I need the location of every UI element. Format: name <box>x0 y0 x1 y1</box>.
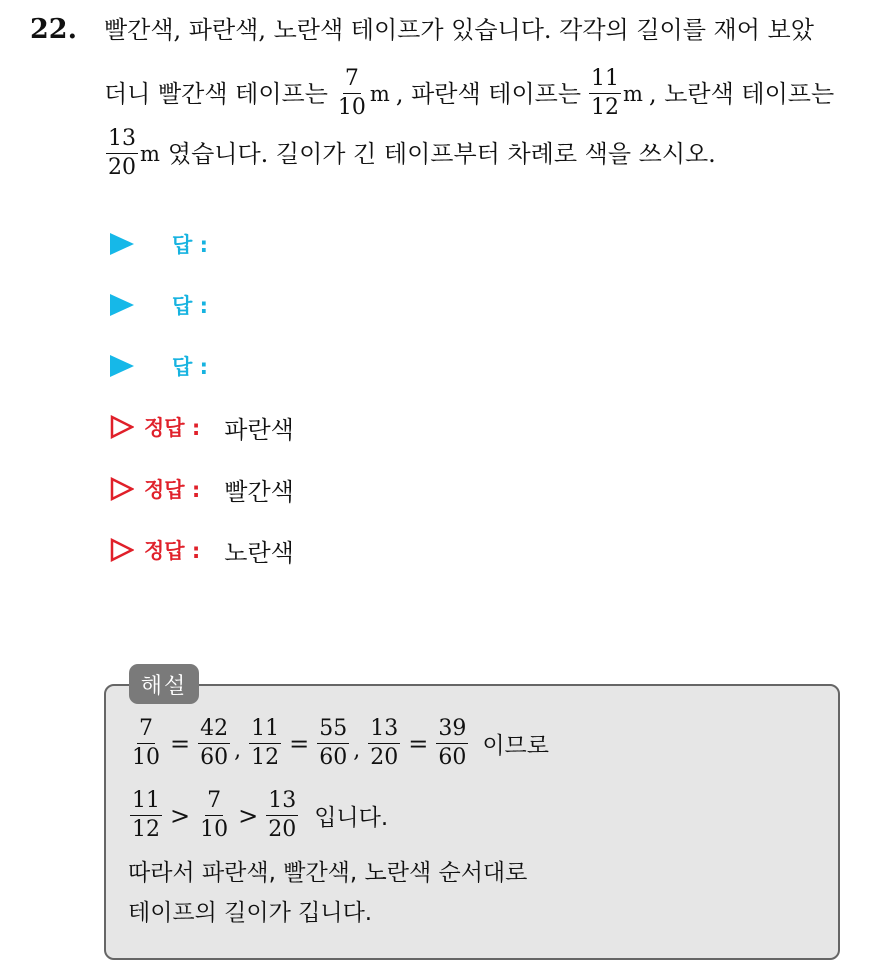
fraction-denominator: 12 <box>132 817 160 842</box>
correct-answer-row <box>110 471 294 507</box>
fraction-numerator: 13 <box>106 128 138 154</box>
unit-label: m <box>140 141 160 166</box>
correct-value: 파란색 <box>224 415 294 444</box>
fraction-numerator: 11 <box>249 718 281 744</box>
fraction <box>266 790 298 841</box>
outline-triangle-icon <box>110 477 134 501</box>
answer-row[interactable] <box>110 226 208 262</box>
correct-answer-row <box>110 532 294 568</box>
answer-label: 답 : <box>172 294 208 318</box>
fraction-numerator: 7 <box>137 718 155 744</box>
explanation-line-4: 테이프의 길이가 깁니다. <box>128 900 373 926</box>
equals-sign: = <box>289 729 310 758</box>
fraction <box>198 718 230 769</box>
answer-row[interactable] <box>110 287 208 323</box>
answer-label: 답 : <box>172 355 208 379</box>
fraction-denominator: 12 <box>591 95 620 120</box>
equals-sign: = <box>408 729 429 758</box>
fraction <box>198 790 230 841</box>
unit-label: m <box>623 81 643 106</box>
question-number: 22. <box>30 14 77 45</box>
question-text: 더니 빨간색 테이프는 <box>104 79 328 108</box>
fraction-denominator: 10 <box>132 745 160 770</box>
explanation-text: 이므로 <box>482 733 549 759</box>
play-marker-icon <box>110 355 134 377</box>
greater-than-sign: > <box>238 801 259 830</box>
outline-triangle-icon <box>110 415 134 439</box>
fraction-numerator: 7 <box>343 68 361 94</box>
correct-value: 빨간색 <box>224 477 294 506</box>
correct-label: 정답 : <box>144 416 201 440</box>
fraction-denominator: 12 <box>251 745 280 770</box>
correct-label: 정답 : <box>144 478 201 502</box>
question-text: 빨간색, 파란색, 노란색 테이프가 있습니다. 각각의 길이를 재어 보았 <box>104 16 814 44</box>
explanation-line-3: 따라서 파란색, 빨간색, 노란색 순서대로 <box>128 860 528 886</box>
question-text: 였습니다. 길이가 긴 테이프부터 차례로 색을 쓰시오. <box>167 139 716 168</box>
fraction-numerator: 13 <box>368 718 400 744</box>
fraction-denominator: 20 <box>370 745 399 770</box>
answer-label: 답 : <box>172 233 208 257</box>
fraction-red <box>336 68 368 119</box>
outline-triangle-icon <box>110 538 134 562</box>
question-line-1 <box>104 14 814 46</box>
correct-label: 정답 : <box>144 539 201 563</box>
greater-than-sign: > <box>170 801 191 830</box>
fraction-blue <box>589 68 621 119</box>
correct-answer-row <box>110 409 294 445</box>
fraction-denominator: 20 <box>268 817 297 842</box>
fraction-numerator: 39 <box>436 718 468 744</box>
fraction-numerator: 55 <box>317 718 349 744</box>
fraction-denominator: 10 <box>200 817 229 842</box>
answer-row[interactable] <box>110 348 208 384</box>
question-text: , 노란색 테이프는 <box>648 79 835 108</box>
explanation-equation-line <box>128 718 549 769</box>
fraction-numerator: 11 <box>130 790 162 816</box>
explanation-tab: 해설 <box>129 664 199 704</box>
explanation-text: 입니다. <box>314 805 389 831</box>
fraction-numerator: 11 <box>589 68 621 94</box>
equals-sign: = <box>170 729 191 758</box>
fraction <box>130 790 162 841</box>
explanation-compare-line <box>128 790 388 841</box>
question-line-3 <box>104 128 716 179</box>
question-text: , 파란색 테이프는 <box>395 79 582 108</box>
fraction-denominator: 10 <box>337 95 366 120</box>
fraction-denominator: 60 <box>438 745 467 770</box>
fraction-yellow <box>106 128 138 179</box>
fraction-numerator: 7 <box>205 790 223 816</box>
fraction-denominator: 60 <box>319 745 348 770</box>
fraction <box>436 718 468 769</box>
comma: , <box>234 738 242 763</box>
fraction <box>317 718 349 769</box>
fraction-denominator: 60 <box>200 745 229 770</box>
play-marker-icon <box>110 233 134 255</box>
comma: , <box>353 738 361 763</box>
fraction-numerator: 42 <box>198 718 230 744</box>
play-marker-icon <box>110 294 134 316</box>
fraction-numerator: 13 <box>266 790 298 816</box>
question-line-2 <box>104 68 834 119</box>
fraction <box>130 718 162 769</box>
fraction <box>249 718 281 769</box>
correct-value: 노란색 <box>224 538 294 567</box>
fraction <box>368 718 400 769</box>
fraction-denominator: 20 <box>108 155 136 180</box>
unit-label: m <box>369 81 390 106</box>
